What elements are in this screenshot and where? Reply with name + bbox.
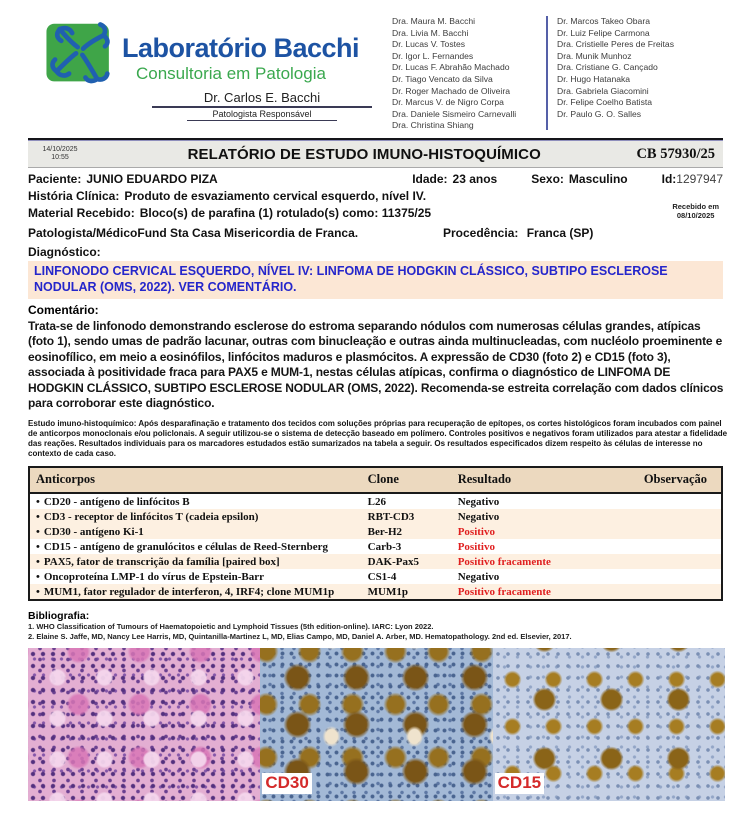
histology-photo-cd30 bbox=[260, 648, 492, 801]
doctor-name: Dr. Lucas F. Abrahão Machado bbox=[392, 62, 510, 73]
patient-info-section bbox=[28, 172, 723, 259]
comment-label: Comentário: bbox=[28, 303, 99, 317]
antibody-row bbox=[29, 524, 722, 539]
bullet-icon: • bbox=[36, 495, 40, 508]
print-date: 14/10/2025 bbox=[42, 145, 78, 153]
antibody-name: CD3 - receptor de linfócitos T (cadeia epsilon) bbox=[43, 510, 259, 523]
antibody-row bbox=[29, 554, 722, 569]
antibody-name: MUM1, fator regulador de interferon, 4, IRF4; clone MUM1p bbox=[43, 585, 335, 598]
pathologist-value: Fund Sta Casa Misericordia de Franca. bbox=[137, 226, 359, 240]
received-stamp bbox=[672, 202, 719, 220]
patient-sex: Masculino bbox=[568, 172, 628, 186]
lab-logo-icon bbox=[40, 12, 120, 90]
doctor-name: Dra. Christina Shiang bbox=[392, 120, 474, 131]
result-value: Positivo fracamente bbox=[457, 555, 551, 568]
id-label: Id: bbox=[661, 172, 677, 186]
clone-value: CS1-4 bbox=[367, 570, 397, 583]
methodology-text: Estudo imuno-histoquímico: Após desparafinação e tratamento dos tecidos com soluções próprias para recuperação de epítopes, os cortes histológicos foram incubados com painel de anticorpos monoclonais e/ou policlonais. A seguir utilizou-se o sistema de detecção baseado em polímero. Controles positivos e negativos foram utilizados para atestar a fidelidade das reações. Resultados individuais para os marcadores estudados estão sumarizados na tabela a seguir. Os resultados especificados dizem respeito às células de interesse no contexto de cada caso. bbox=[28, 419, 728, 459]
observation-value bbox=[625, 569, 722, 584]
observation-value bbox=[625, 524, 722, 539]
origin-value: Franca (SP) bbox=[526, 226, 594, 240]
antibody-name: CD30 - antígeno Ki-1 bbox=[43, 525, 144, 538]
doctors-column-1 bbox=[392, 16, 544, 138]
cd30-photo-label: CD30 bbox=[262, 773, 311, 794]
title-bar bbox=[28, 138, 723, 168]
doctors-column-2 bbox=[557, 16, 717, 138]
clone-value: MUM1p bbox=[367, 585, 408, 598]
patient-line bbox=[28, 172, 723, 186]
doctor-name: Dra. Munik Munhoz bbox=[557, 50, 632, 61]
diagnosis-highlight bbox=[28, 261, 723, 299]
print-datetime bbox=[28, 146, 92, 163]
material-line bbox=[28, 206, 723, 220]
report-header bbox=[0, 0, 751, 138]
patient-age: 23 anos bbox=[452, 172, 498, 186]
header-observacao: Observação bbox=[625, 467, 722, 493]
antibody-name: PAX5, fator de transcrição da família [paired box] bbox=[43, 555, 280, 568]
bibliography-section bbox=[28, 610, 723, 641]
responsible-role: Patologista Responsável bbox=[187, 109, 337, 121]
clone-value: Ber-H2 bbox=[367, 525, 403, 538]
material-value: Bloco(s) de parafina (1) rotulado(s) como: 11375/25 bbox=[139, 206, 432, 220]
doctor-name: Dr. Hugo Hatanaka bbox=[557, 73, 631, 84]
doctor-name: Dra. Gabriela Giacomini bbox=[557, 85, 649, 96]
doctor-name: Dr. Felipe Coelho Batista bbox=[557, 97, 653, 108]
age-label: Idade: bbox=[412, 172, 448, 186]
header-clone: Clone bbox=[362, 467, 452, 493]
cd15-photo-label: CD15 bbox=[495, 773, 544, 794]
bullet-icon: • bbox=[36, 570, 40, 583]
result-value: Positivo bbox=[457, 540, 495, 553]
doctor-name: Dr. Marcos Takeo Obara bbox=[557, 16, 650, 26]
pathologist-line bbox=[28, 226, 723, 240]
history-label: História Clínica: bbox=[28, 189, 120, 203]
bullet-icon: • bbox=[36, 585, 40, 598]
clinical-history-line bbox=[28, 189, 723, 203]
origin-label: Procedência: bbox=[443, 226, 519, 240]
doctor-name: Dr. Roger Machado de Oliveira bbox=[392, 85, 510, 96]
lab-brand bbox=[40, 12, 392, 138]
bullet-icon: • bbox=[36, 555, 40, 568]
print-time: 10:55 bbox=[51, 154, 69, 161]
result-value: Positivo bbox=[457, 525, 495, 538]
sex-label: Sexo: bbox=[531, 172, 564, 186]
patient-label: Paciente: bbox=[28, 172, 82, 186]
doctor-name: Dra. Maura M. Bacchi bbox=[392, 16, 476, 26]
diagnosis-label: Diagnóstico: bbox=[28, 245, 101, 259]
patient-name: JUNIO EDUARDO PIZA bbox=[86, 172, 218, 186]
clone-value: DAK-Pax5 bbox=[367, 555, 419, 568]
doctor-name: Dr. Igor L. Fernandes bbox=[392, 50, 474, 61]
antibody-row bbox=[29, 509, 722, 524]
doctor-name: Dra. Cristiane G. Cançado bbox=[557, 62, 658, 73]
result-value: Positivo fracamente bbox=[457, 585, 551, 598]
result-value: Negativo bbox=[457, 570, 500, 583]
lab-subtitle: Consultoria em Patologia bbox=[136, 63, 326, 83]
observation-value bbox=[625, 509, 722, 524]
material-label: Material Recebido: bbox=[28, 206, 135, 220]
antibody-results-table bbox=[28, 466, 723, 601]
header-anticorpos: Anticorpos bbox=[29, 467, 362, 493]
observation-value bbox=[625, 584, 722, 600]
histology-photo-he bbox=[28, 648, 260, 801]
antibody-row bbox=[29, 539, 722, 554]
doctor-name: Dr. Luiz Felipe Carmona bbox=[557, 27, 650, 38]
antibody-row bbox=[29, 493, 722, 509]
clone-value: Carb-3 bbox=[367, 540, 402, 553]
case-number: CB 57930/25 bbox=[636, 145, 715, 162]
diagnosis-text: LINFONODO CERVICAL ESQUERDO, NÍVEL IV: LINFOMA DE HODGKIN CLÁSSICO, SUBTIPO ESCLEROSE NODULAR (OMS, 2022). VER COMENTÁRIO. bbox=[34, 264, 668, 294]
pathologist-label: Patologista/Médico bbox=[28, 226, 138, 240]
bibliography-label: Bibliografia: bbox=[28, 610, 90, 623]
antibody-row bbox=[29, 569, 722, 584]
doctor-name: Dr. Tiago Vencato da Silva bbox=[392, 73, 493, 84]
antibody-name: CD20 - antígeno de linfócitos B bbox=[43, 495, 190, 508]
bullet-icon: • bbox=[36, 525, 40, 538]
antibody-name: Oncoproteína LMP-1 do vírus de Epstein-Barr bbox=[43, 570, 264, 583]
result-value: Negativo bbox=[457, 510, 500, 523]
comment-text: Trata-se de linfonodo demonstrando esclerose do estroma separando nódulos com numerosas células grandes, atípicas (foto 1), sendo umas de padrão lacunar, outras com binucleação e outras ainda multinucleadas, com nucléolo proeminente e eosinofílico, em meio a eosinófilos, linfócitos maduros e plasmócitos. A expressão de CD30 (foto 2) e CD15 (foto 3), associada à positividade fraca para PAX5 e MUM-1, nestas células atípicas, confirma o diagnóstico de LINFOMA DE HODGKIN CLÁSSICO, SUBTIPO ESCLEROSE NODULAR (OMS, 2022). Recomenda-se estreita correlação com dados clínicos para corroborar este diagnóstico. bbox=[28, 319, 724, 411]
bullet-icon: • bbox=[36, 510, 40, 523]
antibody-row bbox=[29, 584, 722, 600]
received-label: Recebido em bbox=[672, 202, 719, 211]
bullet-icon: • bbox=[36, 540, 40, 553]
clone-value: L26 bbox=[367, 495, 386, 508]
doctor-name: Dr. Marcus V. de Nigro Corpa bbox=[392, 97, 504, 108]
clone-value: RBT-CD3 bbox=[367, 510, 415, 523]
observation-value bbox=[625, 554, 722, 569]
bibliography-item: 2. Elaine S. Jaffe, MD, Nancy Lee Harris, MD, Quintanilla-Martinez L, MD, Elias Campo, MD, Daniel A. Arber, MD. Hematopathology. 2nd ed. Elsevier, 2017. bbox=[28, 631, 572, 641]
doctors-divider bbox=[546, 16, 548, 130]
doctor-name: Dra. Daniele Sismeiro Carnevalli bbox=[392, 108, 517, 119]
table-header-row bbox=[29, 467, 722, 493]
responsible-pathologist: Dr. Carlos E. Bacchi bbox=[152, 90, 372, 108]
histology-photos-strip bbox=[28, 648, 725, 801]
lab-name: Laboratório Bacchi bbox=[122, 32, 360, 63]
doctors-list bbox=[392, 12, 733, 138]
histology-photo-cd15 bbox=[493, 648, 725, 801]
received-date: 08/10/2025 bbox=[676, 211, 715, 220]
doctor-name: Dr. Lucas V. Tostes bbox=[392, 39, 466, 50]
bibliography-item: 1. WHO Classification of Tumours of Haematopoietic and Lymphoid Tissues (5th edition-online). IARC: Lyon 2022. bbox=[28, 622, 434, 632]
observation-value bbox=[625, 539, 722, 554]
doctor-name: Dra. Livia M. Bacchi bbox=[392, 27, 469, 38]
antibody-name: CD15 - antígeno de granulócitos e células de Reed-Sternberg bbox=[43, 540, 328, 553]
doctor-name: Dr. Paulo G. O. Salles bbox=[557, 108, 642, 119]
patient-id: 1297947 bbox=[676, 172, 723, 186]
header-resultado: Resultado bbox=[452, 467, 625, 493]
result-value: Negativo bbox=[457, 495, 500, 508]
report-title: RELATÓRIO DE ESTUDO IMUNO-HISTOQUÍMICO bbox=[187, 145, 541, 163]
history-value: Produto de esvaziamento cervical esquerdo, nível IV. bbox=[124, 189, 427, 203]
doctor-name: Dra. Cristielle Peres de Freitas bbox=[557, 39, 675, 50]
observation-value bbox=[625, 493, 722, 509]
